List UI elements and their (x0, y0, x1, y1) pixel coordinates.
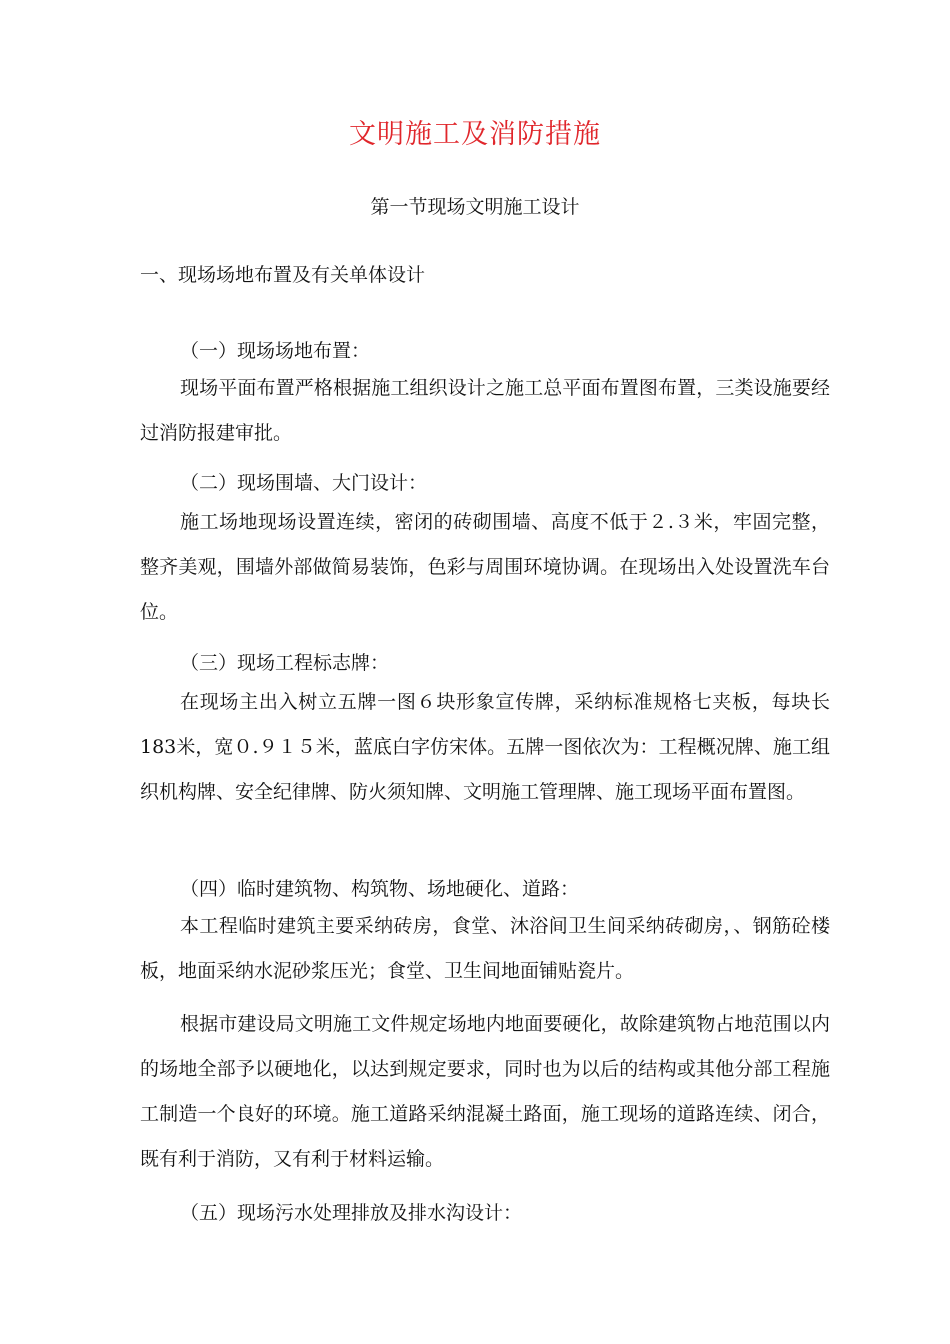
section-title: 第一节现场文明施工设计 (370, 196, 580, 218)
heading-1: 一、现场场地布置及有关单体设计 (140, 264, 426, 286)
paragraph-4: 本工程临时建筑主要采纳砖房，食堂、沐浴间卫生间采纳砖砌房，、钢筋砼楼板，地面采纳水泥砂浆压光；食堂、卫生间地面铺贴瓷片。 (140, 915, 830, 982)
paragraph-5: 根据市建设局文明施工文件规定场地内地面要硬化，故除建筑物占地范围以内的场地全部予以硬地化，以达到规定要求，同时也为以后的结构或其他分部工程施工制造一个良好的环境。施工道路采纳混凝土路面，施工现场的道路连续、闭合，既有利于消防，又有利于材料运输。 (140, 1013, 830, 1170)
subheading-5: （五）现场污水处理排放及排水沟设计： (180, 1202, 523, 1224)
document-title: 文明施工及消防措施 (349, 119, 601, 150)
paragraph-3: 在现场主出入树立五牌一图６块形象宣传牌，采纳标准规格七夹板，每块长183米，宽０.９１５米，蓝底白字仿宋体。五牌一图依次为：工程概况牌、施工组织机构牌、安全纪律牌、防火须知牌、文明施工管理牌、施工现场平面布置图。 (140, 691, 830, 803)
subheading-1: （一）现场场地布置： (180, 340, 371, 362)
subheading-3: （三）现场工程标志牌： (180, 652, 390, 674)
subheading-4: （四）临时建筑物、构筑物、场地硬化、道路： (180, 878, 580, 900)
paragraph-2: 施工场地现场设置连续，密闭的砖砌围墙、高度不低于２.３米，牢固完整，整齐美观，围墙外部做简易装饰，色彩与周围环境协调。在现场出入处设置洗车台位。 (140, 511, 830, 623)
subheading-2: （二）现场围墙、大门设计： (180, 472, 428, 494)
paragraph-1: 现场平面布置严格根据施工组织设计之施工总平面布置图布置，三类设施要经过消防报建审批。 (140, 377, 830, 444)
